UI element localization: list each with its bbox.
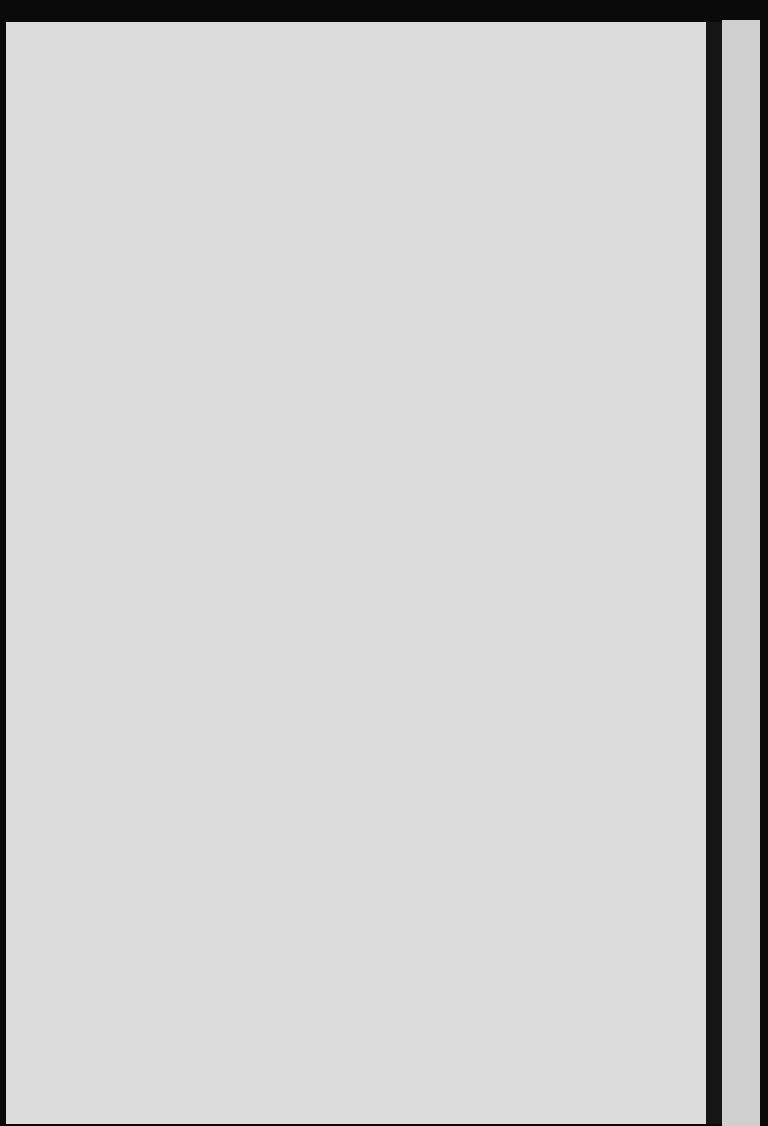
- adjacent-page-edge: [722, 20, 760, 1126]
- document-page: [6, 22, 706, 1124]
- page-gutter-shadow: [706, 22, 722, 1124]
